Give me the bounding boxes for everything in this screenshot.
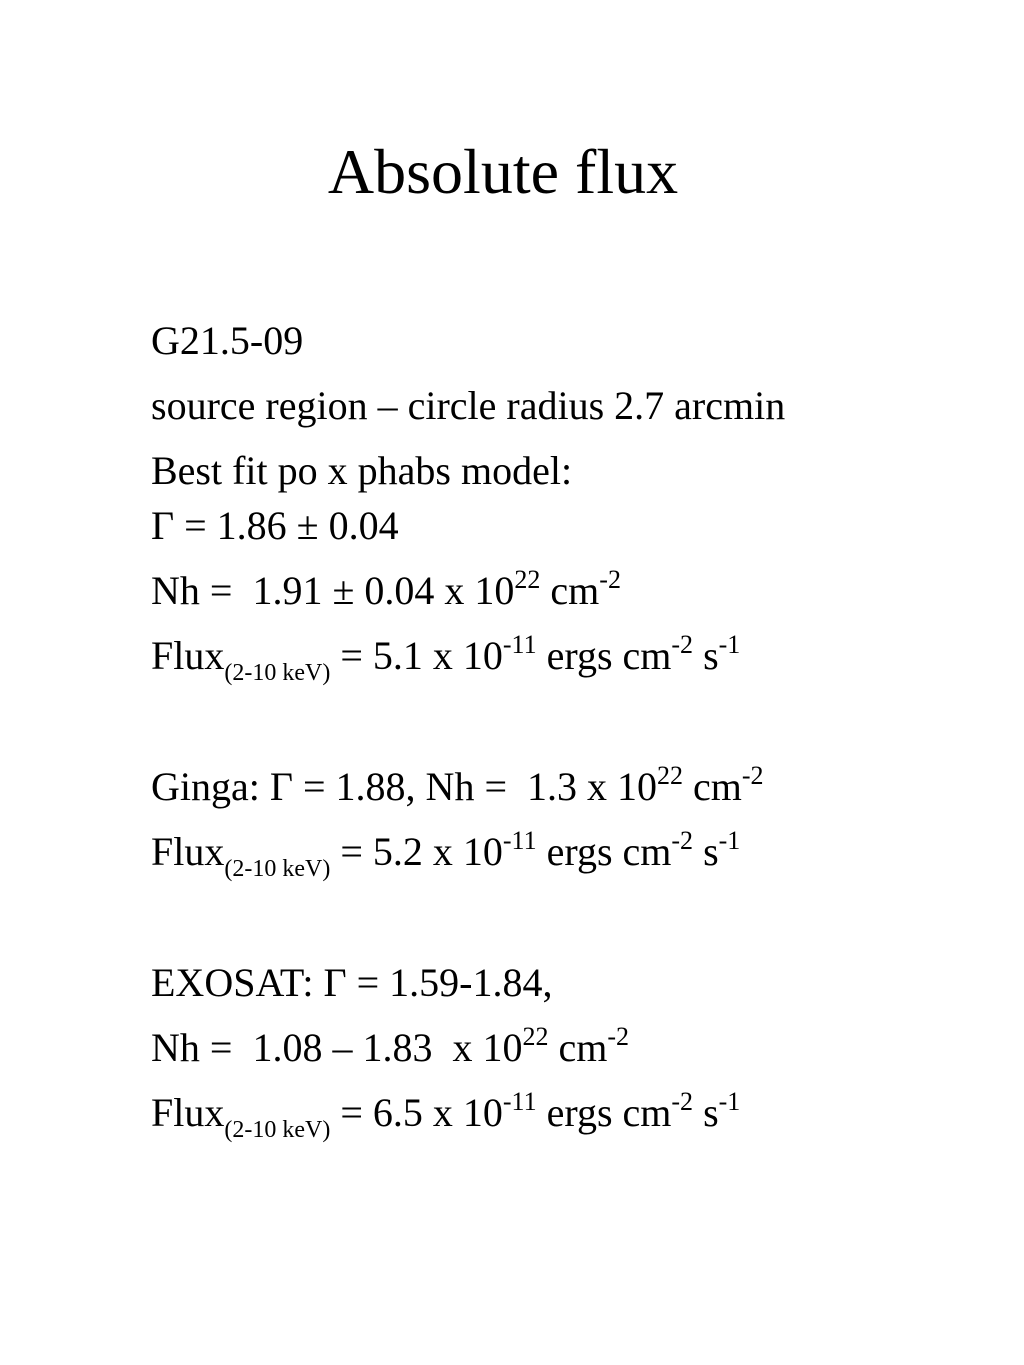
- nh-exponent: 22: [514, 565, 541, 594]
- flux-exponent: -11: [502, 1087, 537, 1116]
- flux-unit-s: s: [693, 1090, 719, 1135]
- flux-unit: ergs cm: [536, 633, 672, 678]
- flux-value: = 5.2 x 10: [330, 829, 503, 874]
- exosat-nh-exponent: 22: [522, 1022, 549, 1051]
- flux-band: (2-10 keV): [224, 660, 331, 686]
- source-name: G21.5-09: [151, 318, 304, 363]
- flux-exponent: -11: [502, 630, 537, 659]
- ginga-nh-unit-exponent: -2: [741, 761, 764, 790]
- gamma-line: Γ = 1.86 ± 0.04: [151, 503, 399, 548]
- ginga-line: [151, 763, 764, 811]
- flux-unit-exponent: -2: [671, 826, 694, 855]
- flux-unit: ergs cm: [536, 1090, 672, 1135]
- exosat-nh-value: Nh = 1.08 – 1.83 x 10: [151, 1025, 523, 1070]
- flux-value: = 5.1 x 10: [330, 633, 503, 678]
- flux-unit: ergs cm: [536, 829, 672, 874]
- exosat-nh-line: [151, 1024, 629, 1072]
- flux-label: Flux: [151, 829, 225, 874]
- ginga-flux-line: [151, 826, 741, 882]
- flux-unit-s: s: [693, 829, 719, 874]
- flux-unit-s: s: [693, 633, 719, 678]
- nh-unit-exponent: -2: [599, 565, 621, 594]
- flux-band: (2-10 keV): [224, 856, 331, 882]
- slide-title: Absolute flux: [327, 136, 679, 207]
- exosat-flux-line: [151, 1087, 741, 1143]
- flux-value: = 6.5 x 10: [330, 1090, 503, 1135]
- ginga-values: Ginga: Γ = 1.88, Nh = 1.3 x 10: [151, 764, 657, 809]
- ginga-nh-unit: cm: [683, 764, 742, 809]
- exosat-nh-unit: cm: [548, 1025, 608, 1070]
- flux-unit-s-exponent: -1: [718, 1087, 741, 1116]
- nh-unit: cm: [540, 568, 600, 613]
- exosat-nh-unit-exponent: -2: [607, 1022, 629, 1051]
- flux-label: Flux: [151, 1090, 225, 1135]
- flux-line: [151, 630, 741, 686]
- exosat-line: EXOSAT: Γ = 1.59-1.84,: [151, 960, 553, 1005]
- ginga-nh-exponent: 22: [657, 761, 683, 790]
- model-line: Best fit po x phabs model:: [151, 448, 573, 493]
- flux-unit-exponent: -2: [671, 630, 694, 659]
- flux-label: Flux: [151, 633, 225, 678]
- source-region-line: source region – circle radius 2.7 arcmin: [151, 383, 786, 428]
- flux-unit-s-exponent: -1: [718, 630, 741, 659]
- nh-value: Nh = 1.91 ± 0.04 x 10: [151, 568, 515, 613]
- flux-exponent: -11: [502, 826, 537, 855]
- flux-band: (2-10 keV): [224, 1117, 331, 1143]
- flux-unit-s-exponent: -1: [718, 826, 741, 855]
- nh-line: [151, 567, 621, 615]
- flux-unit-exponent: -2: [671, 1087, 694, 1116]
